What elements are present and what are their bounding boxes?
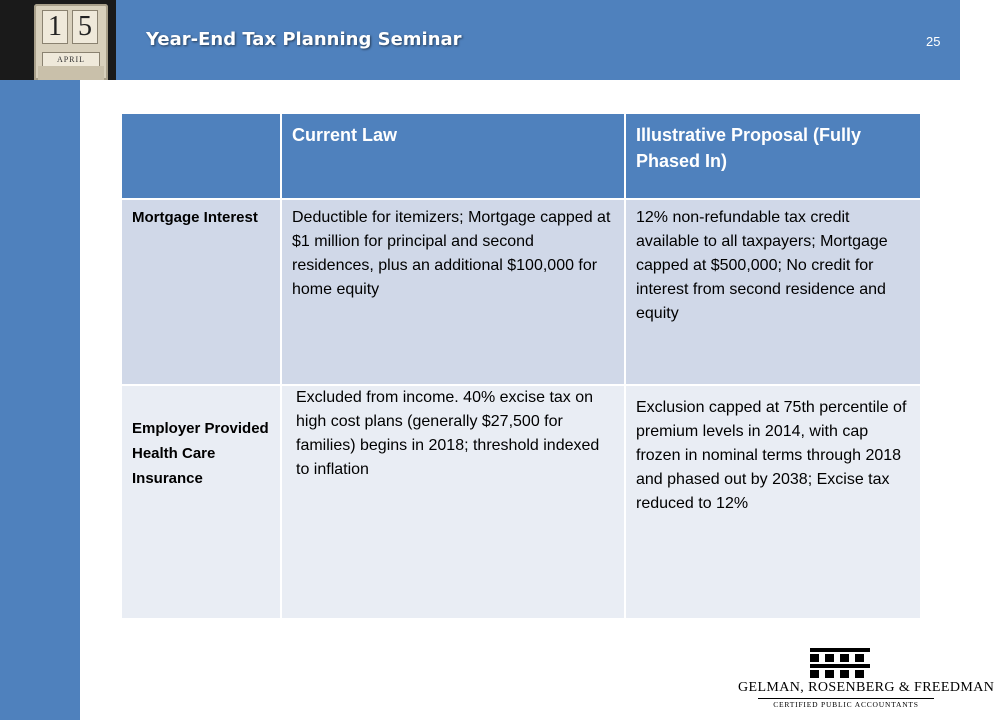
table-cell: Deductible for itemizers; Mortgage capped at $1 million for principal and second residences, plus an additional $100,000 for home equity <box>281 199 625 385</box>
firm-name: GELMAN, ROSENBERG & FREEDMAN <box>738 680 994 695</box>
header-bar <box>0 0 960 80</box>
table-row <box>121 385 921 619</box>
table-row <box>121 199 921 385</box>
calendar-image <box>0 0 116 80</box>
firm-subtitle: CERTIFIED PUBLIC ACCOUNTANTS <box>758 698 934 709</box>
table-header-row <box>121 113 921 199</box>
calendar-base <box>38 66 104 80</box>
calendar-digit: 1 <box>42 10 68 44</box>
abacus-icon <box>810 648 870 678</box>
slide-title: Year-End Tax Planning Seminar <box>146 29 462 50</box>
table-cell: Excluded from income. 40% excise tax on high cost plans (generally $27,500 for families) begins in 2018; threshold indexed to inflation <box>281 385 625 619</box>
firm-logo <box>718 642 994 712</box>
slide-number: 25 <box>926 34 941 49</box>
comparison-table <box>120 112 922 620</box>
table-cell: 12% non-refundable tax credit available to all taxpayers; Mortgage capped at $500,000; No credit for interest from second residence and equity <box>625 199 921 385</box>
table-header-cell <box>121 113 281 199</box>
calendar-month: APRIL <box>42 52 100 68</box>
row-label: Employer Provided Health Care Insurance <box>121 385 281 619</box>
row-label: Mortgage Interest <box>121 199 281 385</box>
table-header-cell: Illustrative Proposal (Fully Phased In) <box>625 113 921 199</box>
table-header-cell: Current Law <box>281 113 625 199</box>
calendar-digit: 5 <box>72 10 98 44</box>
table-cell: Exclusion capped at 75th percentile of premium levels in 2014, with cap frozen in nominal terms through 2018 and phased out by 2038; Excise tax reduced to 12% <box>625 385 921 619</box>
left-accent-stripe <box>0 80 80 720</box>
